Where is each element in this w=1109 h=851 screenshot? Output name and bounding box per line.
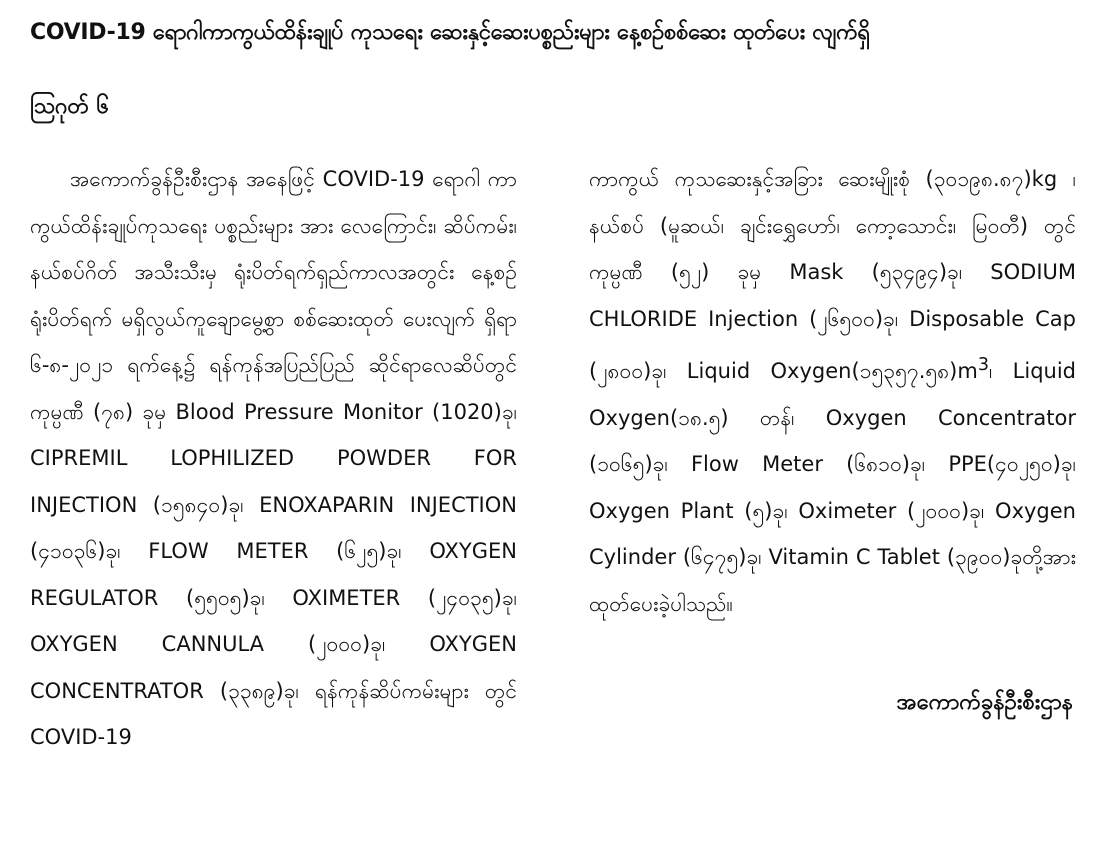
right-column-text-part-1: ကာကွယ် ကုသဆေးနှင့်အခြား ဆေးမျိုးစုံ (၃၀၁၉၈.၈၇)kg ၊နယ်စပ် (မူဆယ်၊ ချင်းရွှေဟော်၊ ကော့သောင်း၊ မြဝတီ) တွင် ကုမ္ပဏီ (၅၂) ခုမှ Mask (၅၃၄၉၄)ခု၊ SODIUM CHLORIDE Injection (၂၆၅၀၀)ခု၊ Disposable Cap (၂၈၀၀)ခု၊ Liquid Oxygen(၁၅၃၅၇.၅၈)m <box>589 167 1076 383</box>
dateline: ဩဂုတ် ၆ <box>30 94 109 119</box>
right-column-text-part-2: ၊ Liquid Oxygen(၁၈.၅) တန်၊ Oxygen Concentrator (၁၀၆၅)ခု၊ Flow Meter (၆၈၁၀)ခု၊ PPE(၄၀၂၅၀)ခု၊ Oxygen Plant (၅)ခု၊ Oximeter (၂၀၀၀)ခု၊ Oxygen Cylinder (၆၄၇၅)ခု၊ Vitamin C Tablet (၃၉၀၀)ခုတို့အား ထုတ်ပေးခဲ့ပါသည်။ <box>589 359 1076 616</box>
page-title: COVID-19 ရောဂါကာကွယ်ထိန်းချုပ် ကုသရေး ဆေးနှင့်ဆေးပစ္စည်းများ နေ့စဉ်စစ်ဆေး ထုတ်ပေး လျက်ရှိ <box>30 20 870 45</box>
unit-superscript: 3 <box>977 355 989 375</box>
signature-department: အကောက်ခွန်ဦးစီးဌာန <box>896 690 1073 715</box>
left-column-paragraph: အကောက်ခွန်ဦးစီးဌာန အနေဖြင့် COVID-19 ရောဂါ ကာကွယ်ထိန်းချုပ်ကုသရေး ပစ္စည်းများ အား လေကြောင်း၊ ဆိပ်ကမ်း၊ နယ်စပ်ဂိတ် အသီးသီးမှ ရုံးပိတ်ရက်ရှည်ကာလအတွင်း နေ့စဉ်ရုံးပိတ်ရက် မရှိလွယ်ကူချောမွေ့စွာ စစ်ဆေးထုတ် ပေးလျက် ရှိရာ ၆-၈-၂၀၂၁ ရက်နေ့၌ ရန်ကုန်အပြည်ပြည် ဆိုင်ရာလေဆိပ်တွင် ကုမ္ပဏီ (၇၈) ခုမှ Blood Pressure Monitor (1020)ခု၊ CIPREMIL LOPHILIZED POWDER FOR INJECTION (၁၅၈၄၀)ခု၊ ENOXAPARIN INJECTION (၄၁၀၃၆)ခု၊ FLOW METER (၆၂၅)ခု၊ OXYGEN REGULATOR (၅၅၀၅)ခု၊ OXIMETER (၂၄၀၃၅)ခု၊ OXYGEN CANNULA (၂၀၀၀)ခု၊ OXYGEN CONCENTRATOR (၃၃၈၉)ခု၊ ရန်ကုန်ဆိပ်ကမ်းများ တွင် COVID-19 <box>30 167 517 749</box>
right-column-paragraph <box>589 156 1076 627</box>
